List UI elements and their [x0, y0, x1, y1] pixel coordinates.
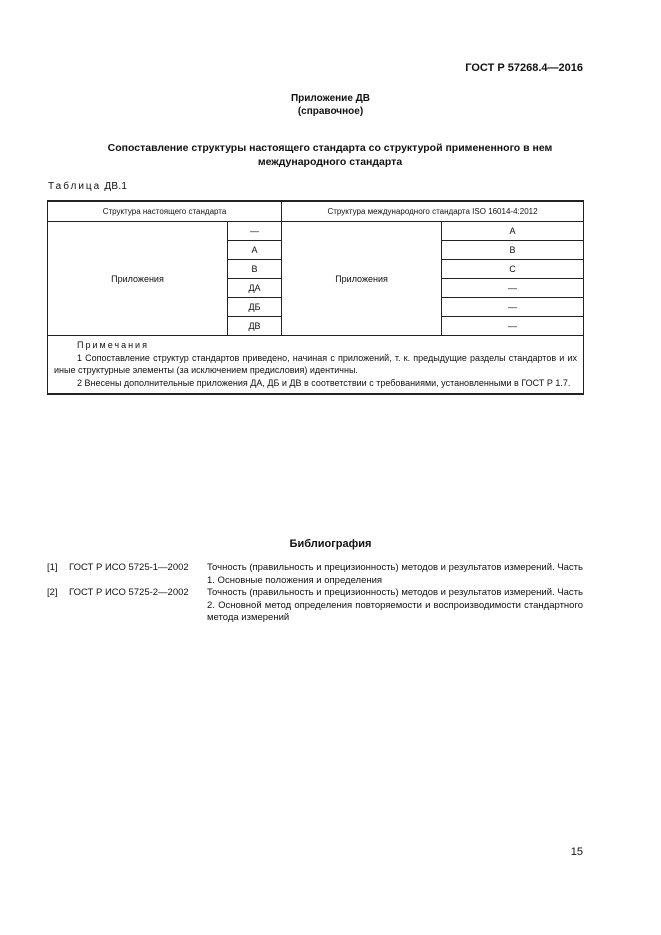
table-cell-left: A	[228, 241, 282, 260]
appendix-title: Приложение ДВ	[290, 93, 371, 104]
column-header-international-standard: Структура международного стандарта ISO 16014-4:2012	[282, 201, 584, 222]
bibliography-item-number: [2]	[47, 587, 58, 598]
table-cell-left: —	[228, 222, 282, 241]
notes-title: Примечания	[77, 340, 149, 350]
table-notes	[48, 336, 584, 395]
bibliography-item-number: [1]	[47, 562, 58, 573]
note-2: 2 Внесены дополнительные приложения ДА, ДБ и ДВ в соответствии с требованиями, установленными в ГОСТ Р 1.7.	[77, 377, 571, 388]
right-group-label: Приложения	[282, 222, 442, 336]
bibliography-item-text: Точность (правильность и прецизионность) методов и результатов измерений. Часть 1. Основные положения и определения	[207, 562, 583, 586]
table-cell-left: ДБ	[228, 298, 282, 317]
page-number: 15	[570, 846, 583, 858]
table-cell-right: —	[442, 298, 584, 317]
table-cell-right: —	[442, 317, 584, 336]
column-header-current-standard: Структура настоящего стандарта	[48, 201, 282, 222]
section-heading	[60, 141, 600, 169]
bibliography-item-code: ГОСТ Р ИСО 5725-1—2002	[69, 562, 189, 573]
bibliography-item-text: Точность (правильность и прецизионность) методов и результатов измерений. Часть 2. Основной метод определения повторяемости и воспроизводимости стандартного метода измерений	[207, 587, 583, 623]
bibliography-item-code: ГОСТ Р ИСО 5725-2—2002	[69, 587, 189, 598]
table-cell-left: ДА	[228, 279, 282, 298]
table-caption-number: ДВ.1	[104, 181, 128, 192]
appendix-type: (справочное)	[297, 106, 364, 117]
table-cell-right: A	[442, 222, 584, 241]
table-cell-left: B	[228, 260, 282, 279]
left-group-label: Приложения	[48, 222, 228, 336]
section-heading-line-1: Сопоставление структуры настоящего стандарта со структурой примененного в нем	[107, 142, 553, 154]
bibliography-item	[47, 587, 583, 625]
table-caption-word: Таблица	[48, 181, 102, 192]
document-code: ГОСТ Р 57268.4—2016	[465, 62, 583, 74]
table-cell-right: B	[442, 241, 584, 260]
table-cell-right: C	[442, 260, 584, 279]
comparison-table	[47, 200, 584, 395]
bibliography-item	[47, 562, 583, 587]
table-cell-right: —	[442, 279, 584, 298]
table-cell-left: ДВ	[228, 317, 282, 336]
section-heading-line-2: международного стандарта	[257, 156, 403, 168]
table-caption	[48, 181, 127, 192]
bibliography-title: Библиография	[289, 538, 372, 550]
note-1: 1 Сопоставление структур стандартов приведено, начиная с приложений, т. к. предыдущие разделы стандартов и их иные структурные элементы (за исключением предисловия) идентичны.	[54, 352, 578, 375]
